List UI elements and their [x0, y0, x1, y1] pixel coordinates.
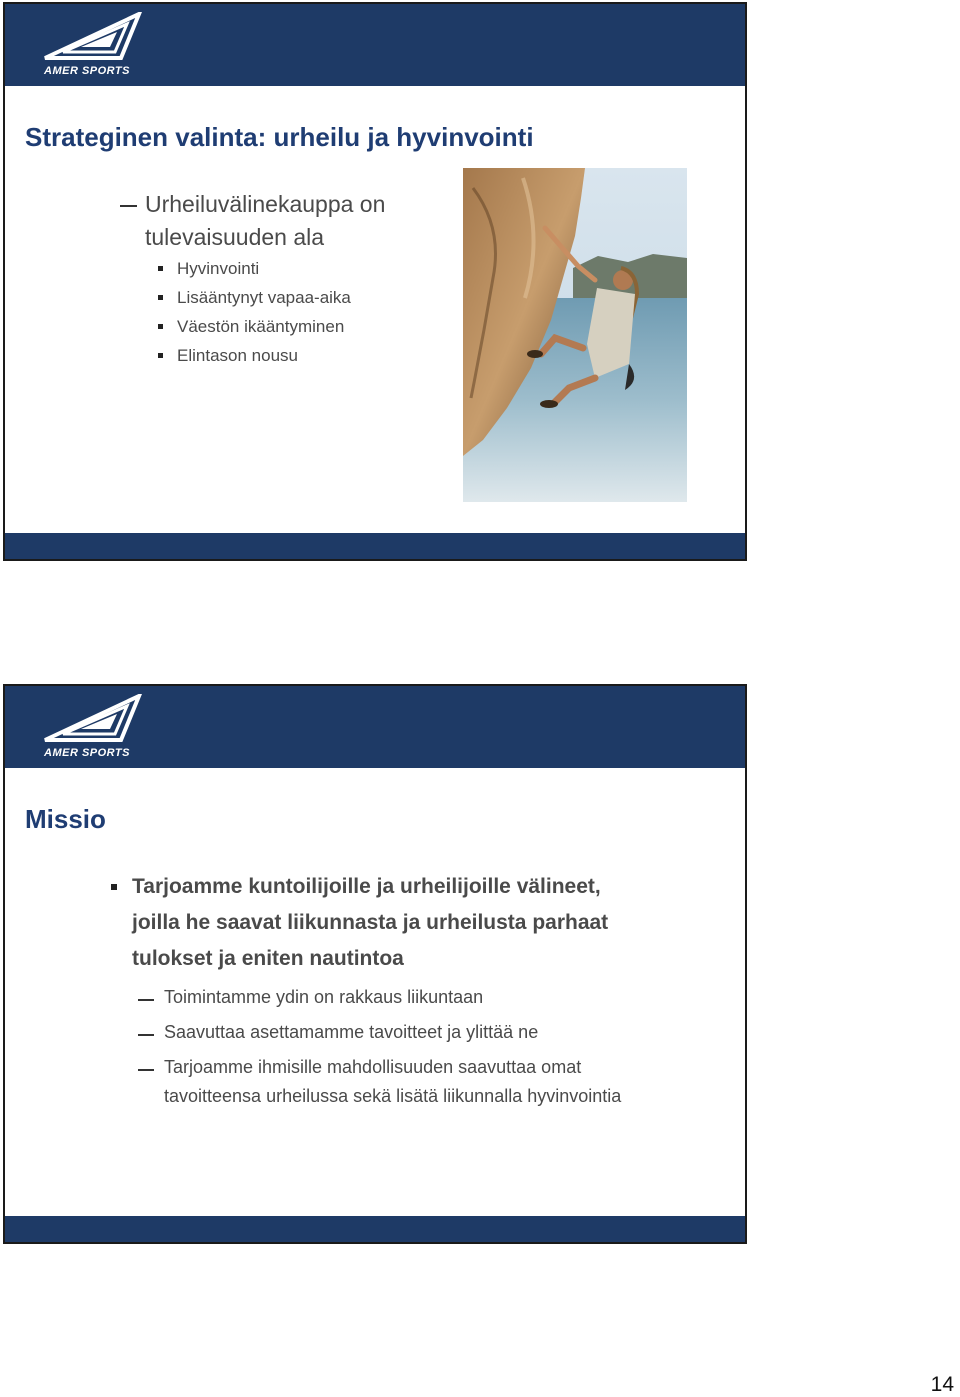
slide-title: Strateginen valinta: urheilu ja hyvinvointi [25, 122, 534, 152]
lead-text: Urheiluvälinekauppa on [145, 191, 386, 217]
dash-bullet-icon [138, 999, 154, 1001]
lead-text: tulevaisuuden ala [145, 224, 325, 250]
mission-text: tulokset ja eniten nautintoa [132, 947, 404, 970]
dash-bullet-icon [138, 1034, 154, 1036]
list-item: Elintason nousu [177, 346, 298, 365]
sub-item: Saavuttaa asettamamme tavoitteet ja ylittää ne [164, 1022, 539, 1042]
slide-footer [5, 1216, 745, 1242]
sub-item: Tarjoamme ihmisille mahdollisuuden saavuttaa omat [164, 1057, 582, 1077]
list-item: Lisääntynyt vapaa-aika [177, 288, 351, 307]
amer-sports-logo-icon [43, 12, 143, 64]
square-bullet-icon [158, 324, 163, 329]
mission-text: Tarjoamme kuntoilijoille ja urheilijoille välineet, [132, 875, 601, 898]
mission-text: joilla he saavat liikunnasta ja urheilusta parhaat [132, 911, 609, 934]
dash-bullet-icon [120, 205, 137, 207]
slide-header [5, 686, 745, 768]
amer-sports-logo [27, 694, 147, 760]
sub-item: Toimintamme ydin on rakkaus liikuntaan [164, 987, 484, 1007]
square-bullet-icon [158, 295, 163, 300]
logo-wordmark: AMER SPORTS [44, 747, 130, 759]
slide-header [5, 4, 745, 86]
rock-climber-photo [463, 168, 687, 502]
slide-footer [5, 533, 745, 559]
dash-bullet-icon [138, 1069, 154, 1071]
logo-wordmark: AMER SPORTS [44, 65, 130, 77]
amer-sports-logo [27, 12, 147, 78]
page-number: 14 [930, 1373, 954, 1396]
square-bullet-icon [158, 266, 163, 271]
list-item: Hyvinvointi [177, 259, 260, 278]
slide-title: Missio [25, 804, 106, 834]
square-bullet-icon [111, 884, 117, 890]
amer-sports-logo-icon [43, 694, 143, 746]
sub-item: tavoitteensa urheilussa sekä lisätä liikunnalla hyvinvointia [164, 1086, 622, 1106]
square-bullet-icon [158, 353, 163, 358]
list-item: Väestön ikääntyminen [177, 317, 345, 336]
